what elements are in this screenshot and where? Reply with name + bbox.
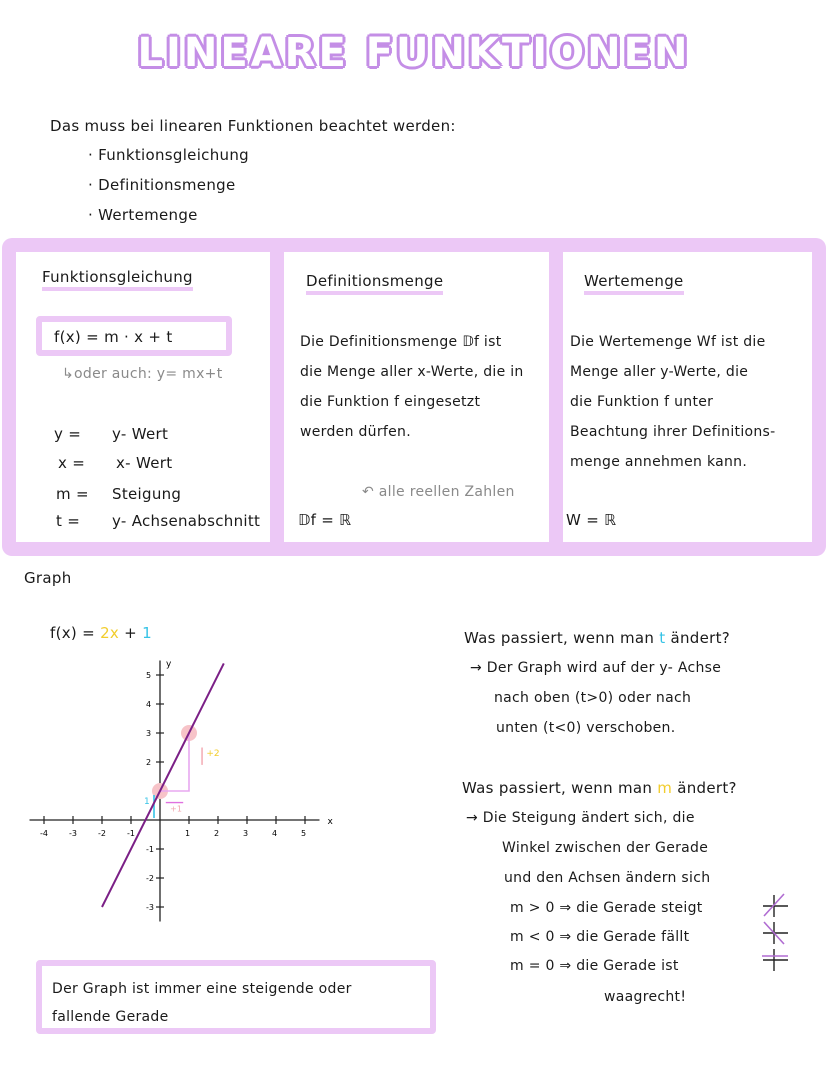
answer-t-line: unten (t<0) verschoben.	[496, 720, 676, 736]
def-sym: t =	[56, 512, 81, 530]
x-tick-label: 1	[185, 829, 191, 838]
graph-equation: f(x) = 2x + 1	[50, 624, 152, 642]
intro-line: Das muss bei linearen Funktionen beachtet werden:	[50, 117, 456, 135]
def-desc: y- Wert	[112, 425, 169, 443]
question-m: Was passiert, wenn man m ändert?	[462, 779, 737, 797]
intro-item-2: · Definitionsmenge	[88, 176, 236, 194]
graph-note-line: Der Graph ist immer eine steigende oder	[52, 981, 352, 997]
x-tick-label: 5	[301, 829, 307, 838]
col2-line: Die Definitionsmenge 𝔻f ist	[300, 334, 502, 350]
col2-line: die Funktion f eingesetzt	[300, 394, 481, 410]
case-line: m = 0 ⇒ die Gerade ist	[510, 958, 679, 974]
intro-item-3: · Wertemenge	[88, 206, 198, 224]
x-tick-label: -1	[127, 829, 135, 838]
col1-heading: Funktionsgleichung	[42, 268, 193, 291]
answer-t-line: nach oben (t>0) oder nach	[494, 690, 692, 706]
def-desc: Steigung	[112, 485, 182, 503]
x-tick-label: -3	[69, 829, 77, 838]
x-tick-label: -2	[98, 829, 106, 838]
x-tick-label: 3	[243, 829, 249, 838]
def-sym: m =	[56, 485, 89, 503]
case-line: m > 0 ⇒ die Gerade steigt	[510, 900, 703, 916]
y-tick-label: 3	[146, 729, 152, 738]
answer-t-line: → Der Graph wird auf der y- Achse	[470, 660, 722, 676]
rising-slope-icon	[763, 894, 788, 917]
col2-line: werden dürfen.	[300, 424, 411, 440]
y-tick-label: 4	[146, 700, 152, 709]
col2-result: 𝔻f = ℝ	[298, 511, 352, 529]
def-sym: y =	[54, 425, 82, 443]
col3-line: Menge aller y-Werte, die	[570, 364, 749, 380]
answer-m-line: und den Achsen ändern sich	[504, 870, 711, 886]
col2-heading: Definitionsmenge	[306, 272, 443, 295]
horizontal-slope-icon	[762, 949, 788, 971]
col3-line: die Funktion f unter	[570, 394, 714, 410]
col3-line: menge annehmen kann.	[570, 454, 748, 470]
col2-note: ↶ alle reellen Zahlen	[362, 484, 515, 500]
intercept-label: 1	[144, 797, 150, 808]
formula: f(x) = m · x + t	[54, 328, 173, 346]
question-t: Was passiert, wenn man t ändert?	[464, 629, 731, 647]
col2-line: die Menge aller x-Werte, die in	[300, 364, 524, 380]
y-tick-label: -2	[146, 874, 154, 883]
answer-m-line: → Die Steigung ändert sich, die	[466, 810, 695, 826]
case-last: waagrecht!	[604, 989, 687, 1005]
x-tick-label: -4	[40, 829, 48, 838]
x-tick-label: 2	[214, 829, 220, 838]
col3-line: Die Wertemenge Wf ist die	[570, 334, 766, 350]
graph-note-line: fallende Gerade	[52, 1009, 169, 1025]
def-desc: x- Wert	[116, 454, 173, 472]
slope-icons	[758, 892, 792, 972]
y-axis-label: y	[166, 659, 172, 670]
step-x-label: +1	[170, 804, 182, 814]
graph-label: Graph	[24, 569, 72, 587]
intro-item-1: · Funktionsgleichung	[88, 146, 249, 164]
x-tick-label: 4	[272, 829, 278, 838]
case-line: m < 0 ⇒ die Gerade fällt	[510, 929, 690, 945]
page-title: LINEARE FUNKTIONEN	[137, 30, 691, 76]
def-desc: y- Achsenabschnitt	[112, 512, 261, 530]
y-tick-label: 2	[146, 758, 152, 767]
col3-line: Beachtung ihrer Definitions-	[570, 424, 776, 440]
function-graph	[20, 650, 360, 940]
col3-heading: Wertemenge	[584, 272, 684, 295]
y-tick-label: -1	[146, 845, 154, 854]
column-divider	[549, 238, 563, 556]
formula-alt: ↳oder auch: y= mx+t	[62, 366, 223, 382]
col3-result: W = ℝ	[566, 511, 617, 529]
y-tick-label: 5	[146, 671, 152, 680]
y-tick-label: -3	[146, 903, 154, 912]
x-axis-label: x	[327, 817, 333, 827]
function-line	[102, 663, 224, 907]
falling-slope-icon	[763, 922, 788, 944]
column-divider	[270, 238, 284, 556]
answer-m-line: Winkel zwischen der Gerade	[502, 840, 709, 856]
def-sym: x =	[58, 454, 86, 472]
step-y-label: +2	[206, 749, 220, 760]
